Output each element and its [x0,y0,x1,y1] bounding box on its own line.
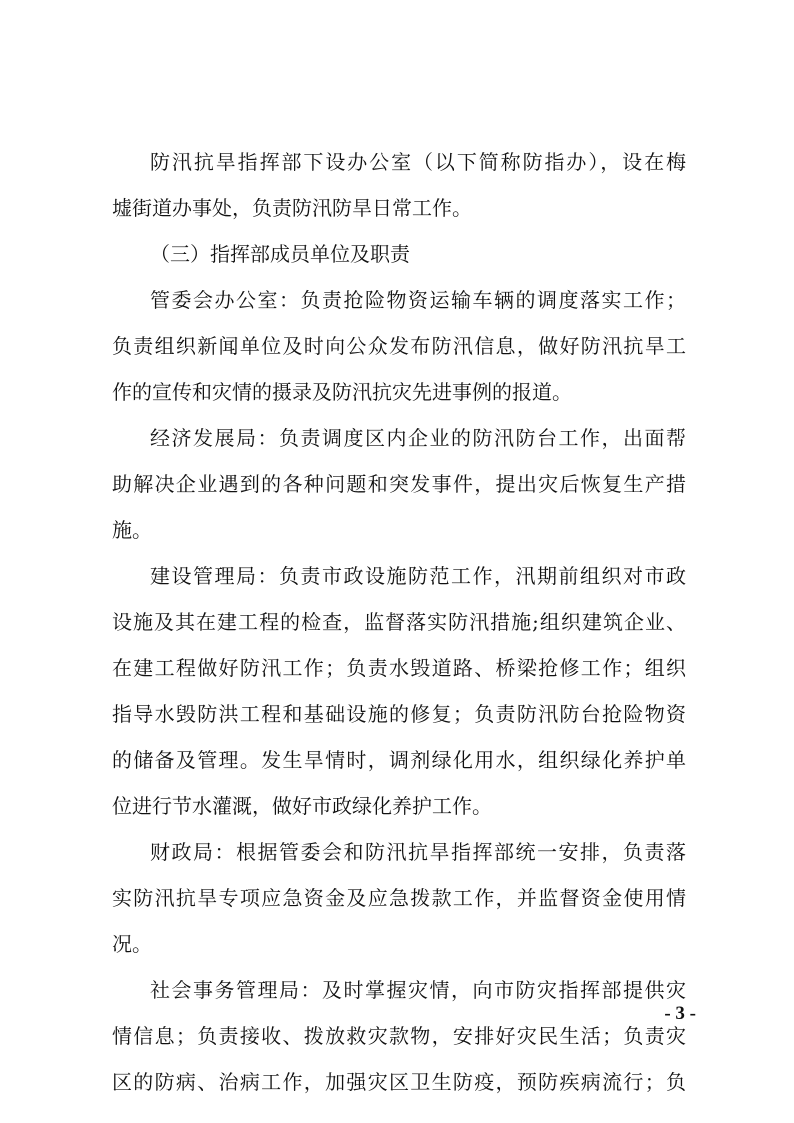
paragraph-finance-line-2: 实防汛抗旱专项应急资金及应急拨款工作，并监督资金使用情 [112,886,686,910]
paragraph-economy-line-2: 助解决企业遇到的各种问题和突发事件，提出灾后恢复生产措 [112,472,686,496]
paragraph-social-line-1: 社会事务管理局：及时掌握灾情，向市防灾指挥部提供灾 [150,978,686,1002]
paragraph-finance-line-1: 财政局：根据管委会和防汛抗旱指挥部统一安排，负责落 [150,840,686,864]
paragraph-construction-line-6: 位进行节水灌溉，做好市政绿化养护工作。 [112,794,492,818]
paragraph-construction-line-3: 在建工程做好防汛工作；负责水毁道路、桥梁抢修工作；组织 [112,656,686,680]
paragraph-office-line-2: 负责组织新闻单位及时向公众发布防汛信息，做好防汛抗旱工 [112,334,686,358]
paragraph-finance-line-3: 况。 [112,932,152,956]
paragraph-office-line-1: 管委会办公室：负责抢险物资运输车辆的调度落实工作； [150,288,686,312]
paragraph-construction-line-4: 指导水毁防洪工程和基础设施的修复；负责防汛防台抢险物资 [112,702,686,726]
paragraph-1-line-2: 墟街道办事处，负责防汛防旱日常工作。 [112,196,472,220]
paragraph-social-line-3: 区的防病、治病工作，加强灾区卫生防疫，预防疾病流行；负 [112,1070,686,1094]
section-heading: （三）指挥部成员单位及职责 [150,242,410,266]
paragraph-economy-line-3: 施。 [112,518,152,542]
paragraph-1-line-1: 防汛抗旱指挥部下设办公室（以下简称防指办），设在梅 [150,150,686,174]
paragraph-social-line-2: 情信息；负责接收、拨放救灾款物，安排好灾民生活；负责灾 [112,1024,686,1048]
paragraph-construction-line-5: 的储备及管理。发生旱情时，调剂绿化用水，组织绿化养护单 [112,748,686,772]
paragraph-construction-line-1: 建设管理局：负责市政设施防范工作，汛期前组织对市政 [150,564,686,588]
paragraph-office-line-3: 作的宣传和灾情的摄录及防汛抗灾先进事例的报道。 [112,380,572,404]
page-number: - 3 - [664,1003,696,1024]
paragraph-economy-line-1: 经济发展局：负责调度区内企业的防汛防台工作，出面帮 [150,426,686,450]
paragraph-construction-line-2: 设施及其在建工程的检查，监督落实防汛措施;组织建筑企业、 [112,610,686,634]
